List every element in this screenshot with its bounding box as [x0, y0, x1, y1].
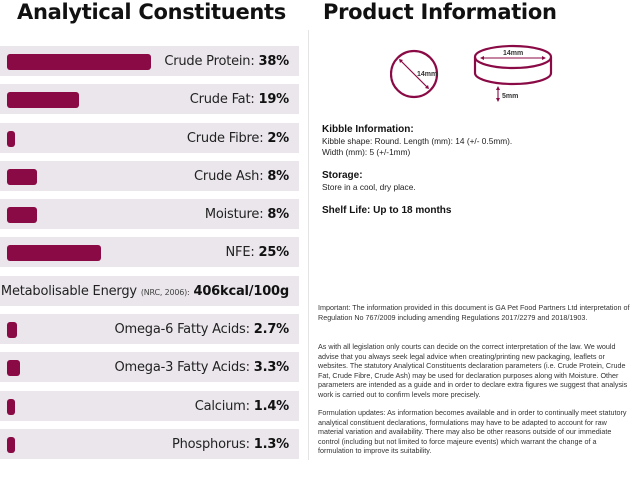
energy-row — [0, 276, 299, 306]
constituent-name: Crude Fat: — [189, 92, 255, 108]
constituent-value: 3.3% — [253, 360, 289, 376]
constituent-bar — [7, 437, 15, 453]
constituent-value: 8% — [267, 207, 289, 223]
important-notice — [318, 303, 630, 322]
constituent-value: 2% — [267, 130, 289, 146]
constituent-value: 25% — [258, 245, 289, 261]
constituent-bar — [7, 322, 17, 338]
constituent-name: Crude Fibre: — [186, 130, 264, 146]
kibble-information — [322, 124, 622, 158]
constituent-row — [0, 314, 299, 344]
kibble-dimensions-icon — [390, 40, 570, 110]
constituent-value: 1.4% — [253, 398, 289, 414]
constituent-bar — [7, 207, 37, 223]
kibble-information-title: Kibble Information: — [322, 124, 414, 135]
kibble-shape-text: Kibble shape: Round. Length (mm): 14 (+/- 0.5mm). — [322, 136, 513, 146]
product-information-title: Product Information — [323, 0, 557, 24]
constituent-name: Crude Ash: — [194, 168, 264, 184]
shelf-life: Shelf Life: Up to 18 months — [322, 205, 452, 216]
kibble-width-text: Width (mm): 5 (+/-1mm) — [322, 147, 411, 157]
constituent-name: Phosphorus: — [172, 436, 250, 452]
constituent-name: Calcium: — [194, 398, 250, 414]
constituent-bar — [7, 54, 151, 70]
formulation-text: Formulation updates: As information becomes available and in order to continually meet statutory analytical constituent declarations, formulations may have to be adapted to account for raw material variation and availability. There may also be other reasons outside of our immediate control (including but not limited to force majeure events) which warrant the change of a formulation to improve its suitability. — [318, 408, 627, 456]
constituent-row — [0, 46, 299, 76]
constituent-name: Omega-6 Fatty Acids: — [114, 322, 250, 338]
constituent-row — [0, 352, 299, 382]
constituent-row — [0, 199, 299, 229]
constituent-row — [0, 123, 299, 153]
constituent-name: Moisture: — [204, 207, 264, 223]
product-information-panel — [310, 0, 633, 479]
kibble-round-icon — [391, 51, 437, 97]
important-text: Important: The information provided in this document is GA Pet Food Partners Ltd interpretation of Regulation No 767/2009 including amending Regulations 2017/2279 and 2018/1903. — [318, 303, 630, 322]
formulation-notice — [318, 408, 630, 456]
kibble-diameter-label: 14mm — [417, 71, 438, 78]
constituent-value: 8% — [267, 168, 289, 184]
constituent-value: 1.3% — [253, 436, 289, 452]
energy-name: Metabolisable Energy — [0, 283, 137, 299]
constituent-row — [0, 237, 299, 267]
column-divider — [308, 30, 309, 460]
constituent-bar — [7, 131, 15, 147]
constituent-bar — [7, 169, 37, 185]
constituent-bar — [7, 92, 79, 108]
constituent-name: NFE: — [225, 245, 255, 261]
constituent-name: Omega-3 Fatty Acids: — [114, 360, 250, 376]
legislation-notice — [318, 342, 630, 400]
constituents-list — [0, 46, 299, 467]
kibble-length-label: 14mm — [503, 50, 524, 57]
constituent-bar — [7, 360, 20, 376]
constituent-value: 2.7% — [253, 322, 289, 338]
constituent-row — [0, 161, 299, 191]
storage-text: Store in a cool, dry place. — [322, 182, 416, 192]
storage-title: Storage: — [322, 170, 363, 181]
kibble-cylinder-icon — [475, 46, 551, 102]
constituent-bar — [7, 245, 101, 261]
kibble-height-label: 5mm — [502, 93, 519, 100]
storage-information — [322, 170, 622, 193]
energy-note: (NRC, 2006): — [140, 287, 190, 297]
constituent-row — [0, 429, 299, 459]
constituent-value: 38% — [258, 54, 289, 69]
constituent-value: 19% — [258, 92, 289, 108]
legislation-text: As with all legislation only courts can decide on the correct interpretation of the law. We would advise that you always seek legal advice when creating/printing new packaging, leaflets or websites. The statutory Analytical Constituents declaration parameters (i.e. Crude Protein, Crude Fat, Crude Fibre, Crude Ash) may be used for declaration purposes along with Moisture. Other parameters are intended as a guide and in order to declare extra figures we suggest that analysis work is carried out to confirm levels more precisely. — [318, 342, 628, 399]
analytical-constituents-title: Analytical Constituents — [17, 0, 286, 24]
constituent-row — [0, 84, 299, 114]
energy-value: 406kcal/100g — [193, 283, 289, 299]
constituent-row — [0, 391, 299, 421]
constituent-name: Crude Protein: — [164, 54, 255, 69]
constituent-bar — [7, 399, 15, 415]
